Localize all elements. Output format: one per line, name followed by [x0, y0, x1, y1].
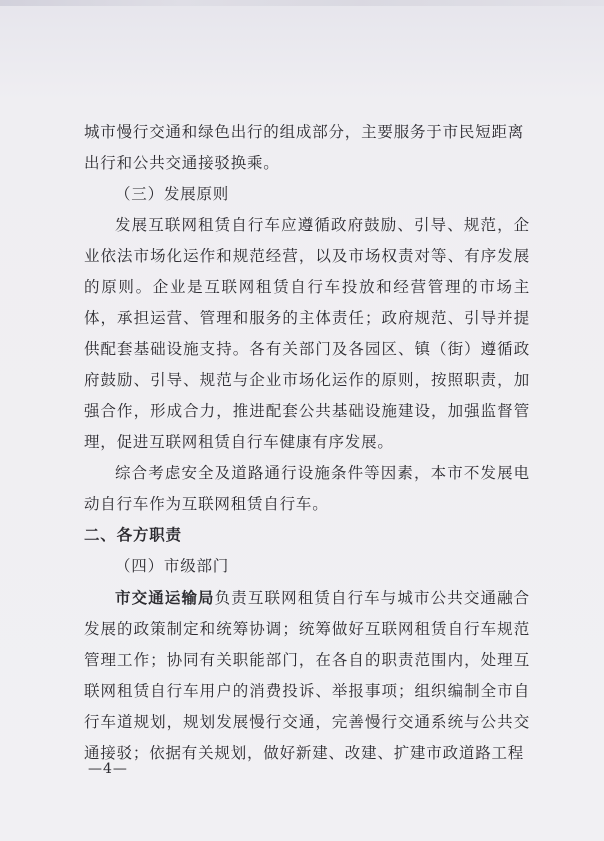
scan-edge	[0, 0, 604, 6]
text-line: 出行和公共交通接驳换乘。	[84, 154, 280, 172]
paragraph-safety: 综合考虑安全及道路通行设施条件等因素，本市不发展电动自行车作为互联网租赁自行车。	[84, 464, 530, 513]
agency-duties: 负责互联网租赁自行车与城市公共交通融合发展的政策制定和统筹协调；统筹做好互联网租赁自行车规范管理工作；协同有关职能部门，在各自的职责范围内，处理互联网租赁自行车用户的消费投诉、举报事项；组织编制全市自行车道规划，规划发展慢行交通，完善慢行交通系统与公共交通接驳；依据有关规划，做好新建、改建、扩建市政道路工程	[84, 589, 530, 762]
text-line: 城市慢行交通和绿色出行的组成部分，主要服务于市民短距离	[84, 123, 525, 141]
page-number: —4—	[88, 761, 128, 777]
paragraph-transport-bureau	[84, 582, 530, 769]
section-heading-4: （四）市级部门	[115, 557, 230, 575]
heading-responsibilities: 二、各方职责	[84, 526, 182, 544]
paragraph-principles: 发展互联网租赁自行车应遵循政府鼓励、引导、规范，企业依法市场化运作和规范经营，以及市场权责对等、有序发展的原则。企业是互联网租赁自行车投放和经营管理的市场主体，承担运营、管理和服务的主体责任；政府规范、引导并提供配套基础设施支持。各有关部门及各园区、镇（街）遵循政府鼓励、引导、规范与企业市场化运作的原则，按照职责，加强合作，形成合力，推进配套公共基础设施建设，加强监督管理，促进互联网租赁自行车健康有序发展。	[84, 216, 530, 451]
agency-name: 市交通运输局	[115, 588, 215, 607]
section-heading-3: （三）发展原则	[115, 185, 230, 203]
document-body	[84, 117, 530, 769]
